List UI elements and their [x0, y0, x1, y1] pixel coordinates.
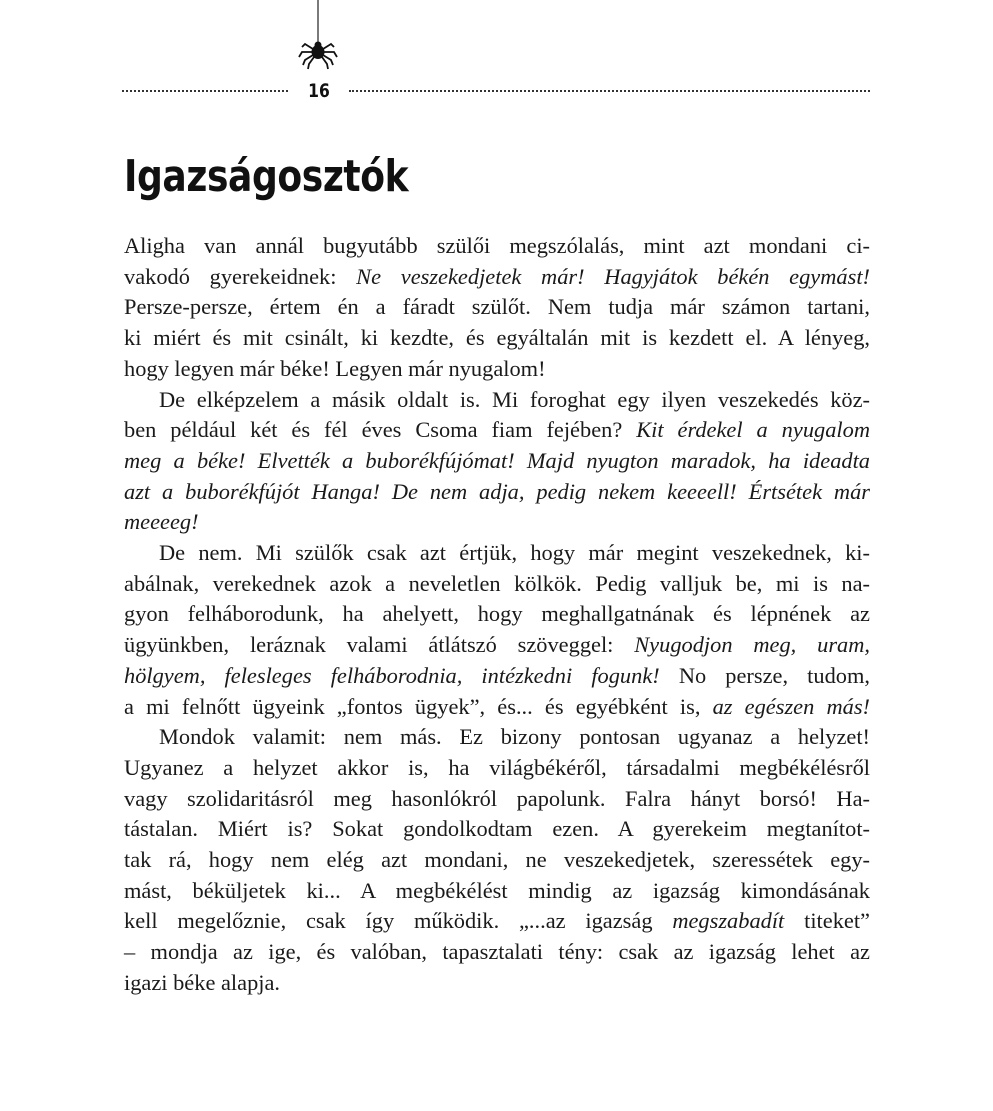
italic-quote: azt a buborékfújót Hanga! De nem adja, pedig nekem keeeell! Értsétek már	[124, 478, 870, 504]
text-line: De nem. Mi szülők csak azt értjük, hogy már megint veszekednek, ki-	[159, 540, 870, 566]
text-line: Mondok valamit: nem más. Ez bizony pontosan ugyanaz a helyzet!	[159, 724, 870, 750]
italic-quote: az egészen más!	[712, 693, 870, 719]
spider-icon	[296, 0, 342, 74]
paragraph-2	[124, 385, 870, 539]
text-line: De elképzelem a másik oldalt is. Mi foroghat egy ilyen veszekedés köz-	[159, 386, 870, 412]
text-run: a mi felnőtt ügyeink „fontos ügyek”, és... és egyébként is,	[124, 693, 713, 719]
text-line	[124, 906, 870, 937]
text-line	[124, 661, 870, 692]
text-line	[124, 630, 870, 661]
header-rule-left	[122, 90, 288, 92]
text-line: vagy szolidaritásról meg hasonlókról papolunk. Falra hányt borsó! Ha-	[124, 785, 870, 811]
italic-quote: meeeeg!	[124, 509, 199, 535]
paragraph-3	[124, 538, 870, 722]
text-line: Persze-persze, értem én a fáradt szülőt. Nem tudja már számon tartani,	[124, 294, 870, 320]
text-line: igazi béke alapja.	[124, 969, 281, 995]
text-line: tak rá, hogy nem elég azt mondani, ne veszekedjetek, szeressétek egy-	[124, 847, 870, 873]
italic-quote: meg a béke! Elvették a buborékfújómat! Majd nyugton maradok, ha ideadta	[124, 447, 870, 473]
text-line: mást, béküljetek ki... A megbékélést mindig az igazság kimondásának	[124, 877, 870, 903]
text-line: gyon felháborodunk, ha ahelyett, hogy meghallgatnának és lépnének az	[124, 601, 870, 627]
italic-quote: Kit érdekel a nyugalom	[636, 417, 870, 443]
header-rule-right	[349, 90, 870, 92]
chapter-title: Igazságosztók	[124, 151, 409, 202]
text-run: titeket”	[784, 908, 870, 934]
italic-quote: hölgyem, felesleges felháborodnia, intézkedni fogunk!	[124, 662, 660, 688]
text-line: hogy legyen már béke! Legyen már nyugalom!	[124, 355, 546, 381]
text-run: kell megelőznie, csak így működik. „...az igazság	[124, 908, 673, 934]
paragraph-4	[124, 722, 870, 998]
page-number: 16	[308, 80, 330, 102]
text-run: vakodó gyerekeidnek:	[124, 263, 357, 289]
italic-quote: megszabadít	[672, 908, 785, 934]
italic-quote: Nyugodjon meg, uram,	[634, 632, 870, 658]
text-run: ügyünkben, leráznak valami átlátszó szöveggel:	[124, 632, 635, 658]
text-line	[124, 415, 870, 446]
text-line: Aligha van annál bugyutább szülői megszólalás, mint azt mondani ci-	[124, 233, 870, 258]
text-run: No persze, tudom,	[659, 662, 870, 688]
text-run: ben például két és fél éves Csoma fiam fejében?	[124, 417, 637, 443]
paragraph-1	[124, 231, 870, 385]
text-line	[124, 262, 870, 293]
text-line: tástalan. Miért is? Sokat gondolkodtam ezen. A gyerekeim megtanítot-	[124, 816, 870, 842]
text-line: ki miért és mit csinált, ki kezdte, és egyáltalán mit is kezdett el. A lényeg,	[124, 325, 870, 351]
italic-quote: Ne veszekedjetek már! Hagyjátok békén egymást!	[356, 263, 871, 289]
text-line: abálnak, verekednek azok a neveletlen kölkök. Pedig valljuk be, mi is na-	[124, 570, 870, 596]
text-line: Ugyanez a helyzet akkor is, ha világbékéről, társadalmi megbékélésről	[124, 754, 870, 780]
text-line	[124, 692, 870, 723]
body-text	[124, 231, 870, 999]
text-line: – mondja az ige, és valóban, tapasztalati tény: csak az igazság lehet az	[124, 939, 870, 965]
